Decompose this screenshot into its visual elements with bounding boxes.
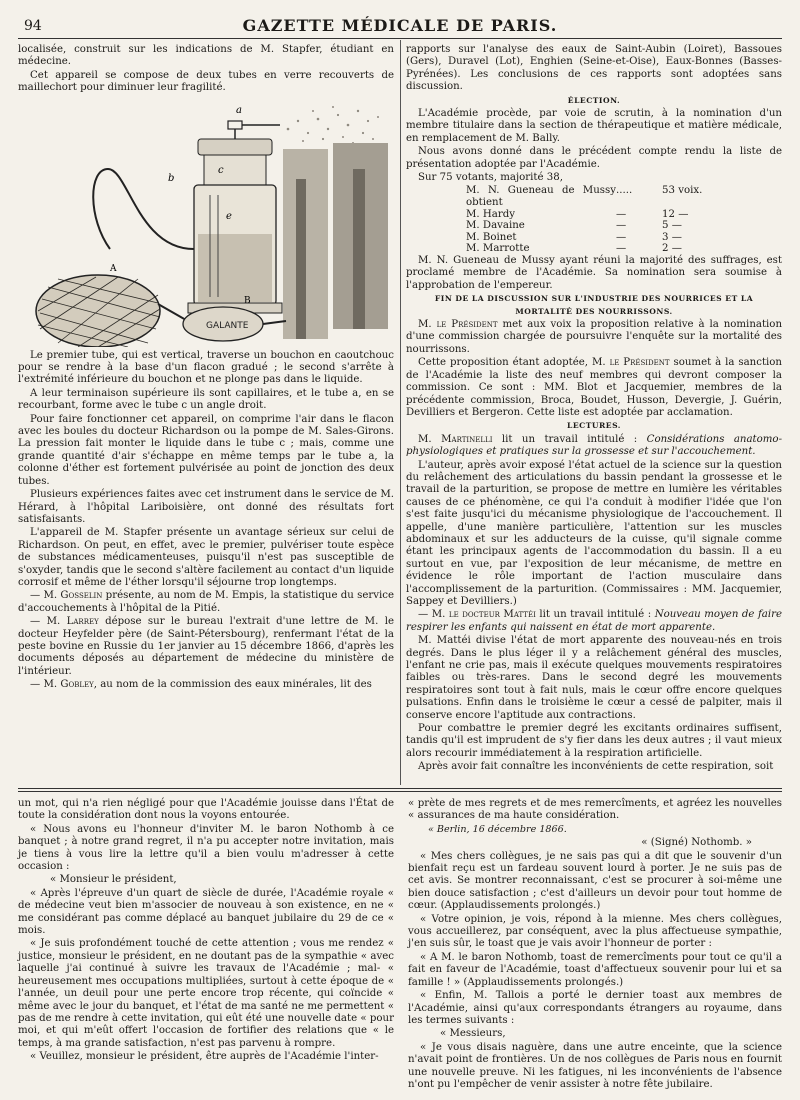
spray-apparatus-figure: [18, 99, 398, 347]
paragraph: Après avoir fait connaître les inconvénients de cette respiration, soit: [418, 761, 774, 773]
section-heading-election: ÉLECTION.: [567, 95, 621, 105]
vote-row: M. Hardy — 12 —: [466, 208, 689, 220]
paragraph: L'Académie procède, par voie de scrutin, à la nomination d'un membre titulaire dans la section de thérapeutique et matière médicale, en remplacement de M. Bally.: [406, 108, 782, 144]
paragraph: « Votre opinion, je vois, répond à la mienne. Mes chers collègues, vous accueillerez, par conséquent, avec la plus affectueuse sympathie, j'en suis sûr, le toast que je vais avoir l'honneur de porter :: [408, 913, 782, 950]
paragraph: M. le Président met aux voix la proposition relative à la nomination d'une commission chargée de poursuivre l'enquête sur la mortalité des nourrissons.: [406, 319, 783, 355]
paragraph: « Enfin, M. Tallois a porté le dernier toast aux membres de l'Académie, ainsi qu'aux correspondants étrangers au royaume, dans les termes suivants :: [408, 990, 782, 1026]
paragraph: M. Mattéi divise l'état de mort apparente des nouveau-nés en trois degrés. Dans le plus léger il y a relâchement général des muscles, l'enfant ne crie pas, mais il exécute quelques mouvements respiratoires faibles ou très-rares. Dans le second degré les mouvements respiratoires sont tout à fait nuls, mais le cœur offre encore quelques pulsations. Enfin dans le troisième le cœur a cessé de palpiter, mais il conserve encore l'aptitude aux contractions.: [406, 635, 782, 721]
paragraph: A leur terminaison supérieure ils sont capillaires, et le tube a, en se recourbant, forme avec le tube c un angle droit.: [18, 387, 394, 412]
letter-signature: « (Signé) Nothomb. »: [641, 837, 752, 849]
paragraph: « Veuillez, monsieur le président, être auprès de l'Académie l'inter-: [30, 1051, 379, 1063]
paragraph: Pour faire fonctionner cet appareil, on comprime l'air dans le flacon avec les boules du docteur Richardson ou la pompe de M. Sales-Girons. La pression fait monter le liquide dans le tube c ; mais, comme une grande quantité d'air s'échappe en même temps par le tube a, la colonne d'éther est fortement pulvérisée au point de jonction des deux tubes.: [18, 413, 394, 487]
feuilleton-left-column: [18, 798, 394, 1065]
feuilleton-rule: [18, 788, 782, 789]
paragraph: Sur 75 votants, majorité 38,: [418, 172, 563, 184]
letter-salutation: « Monsieur le président,: [50, 874, 177, 886]
column-divider: [400, 40, 401, 785]
paragraph: Plusieurs expériences faites avec cet instrument dans le service de M. Hérard, à l'hôpital Lariboisière, ont donné des résultats fort satisfaisants.: [18, 489, 394, 525]
vote-row: M. Boinet — 3 —: [466, 231, 682, 243]
paragraph: « Nous avons eu l'honneur d'inviter M. le baron Nothomb à ce banquet ; à notre grand regret, il n'a pu accepter notre invitation, mais je tiens à vous lire la lettre qu'il a bien voulu m'adresser à cette occasion :: [18, 823, 394, 873]
left-column: [18, 44, 394, 693]
paragraph: M. N. Gueneau de Mussy ayant réuni la majorité des suffrages, est proclamé membre de l'Académie. Sa nomination sera soumise à l'approbation de l'empereur.: [406, 255, 782, 291]
figure-letter-c: c: [218, 164, 224, 176]
speaker-name: M. Gobley: [43, 679, 94, 691]
speaker-name: le Président: [609, 357, 670, 369]
figure-letter-A: A: [110, 263, 117, 274]
paragraph: L'appareil de M. Stapfer présente un avantage sérieux sur celui de Richardson. On peut, en effet, avec le premier, pulvériser toute espèce de substances médicamenteuses, puisqu'il n'est pas susceptible de s'oxyder, tandis que le second s'altère facilement au contact d'un liquide corrosif et même de l'éther lorsqu'il séjourne trop longtemps.: [18, 527, 394, 588]
speaker-name: M. Gosselin: [43, 590, 103, 602]
paragraph: — M. Gobley, au nom de la commission des eaux minérales, lit des: [30, 679, 372, 691]
paragraph: un mot, qui n'a rien négligé pour que l'Académie jouisse dans l'État de toute la considération dont nous la voyons entourée.: [18, 798, 394, 822]
bottle-label-text: GALANTE: [206, 320, 249, 331]
apparatus-illustration: [18, 99, 398, 347]
figure-letter-e: e: [226, 210, 232, 222]
figure-letter-b: b: [168, 172, 175, 184]
paragraph: « A M. le baron Nothomb, toast de remercîments pour tout ce qu'il a fait en faveur de l'Académie, toast d'affectueux souvenir pour lui et sa famille ! » (Applaudissements prolongés.): [408, 951, 782, 988]
paragraph: Nous avons donné dans le précédent compte rendu la liste de présentation adoptée par l'Académie.: [406, 146, 782, 170]
paragraph: « prète de mes regrets et de mes remercîments, et agréez les nouvelles « assurances de ma haute considération.: [408, 798, 782, 822]
paragraph: « Je vous disais naguère, dans une autre enceinte, que la science n'avait point de frontières. Un de nos collègues de Paris nous en fournit une nouvelle preuve. Ni les fatigues, ni les inconvénients de l'absence n'ont pu l'empêcher de venir assister à notre fête jubilaire.: [408, 1041, 782, 1090]
paragraph: « Mes chers collègues, je ne sais pas qui a dit que le souvenir d'un bienfait reçu est un fardeau souvent lourd à porter. Je ne suis pas de cet avis. Se montrer reconnaissant, c'est se procurer à soi-même une bien douce satisfaction ; c'est d'ailleurs un devoir pour tout homme de cœur. (Applaudissements prolongés.): [408, 850, 782, 912]
paragraph: Le premier tube, qui est vertical, traverse un bouchon en caoutchouc pour se rendre à la base d'un flacon gradué ; le second s'arrête à l'extrémité inférieure du bouchon et ne plonge pas dans le liquide.: [18, 349, 394, 386]
figure-letter-B: B: [244, 295, 251, 306]
letter-date: « Berlin, 16 décembre 1866.: [428, 823, 567, 835]
paragraph: Pour combattre le premier degré les excitants ordinaires suffisent, tandis qu'il est imprudent de s'y fier dans les deux autres ; il vaut mieux alors recourir immédiatement à la respiration artificielle.: [406, 723, 782, 759]
newspaper-page: [18, 10, 782, 1090]
speaker-name: M. Larrey: [46, 616, 99, 628]
paragraph: localisée, construit sur les indications de M. Stapfer, étudiant en médecine.: [18, 44, 394, 68]
paragraph: — M. le docteur Mattéi lit un travail intitulé : Nouveau moyen de faire respirer les enfants qui naissent en état de mort apparente.: [406, 609, 782, 633]
right-column: [406, 44, 782, 775]
paragraph: — M. Gosselin présente, au nom de M. Empis, la statistique du service d'accouchements à l'hôpital de la Pitié.: [18, 590, 394, 614]
figure-letter-a: a: [236, 104, 242, 116]
vote-row: M. Marrotte — 2 —: [466, 243, 682, 255]
work-title: Nouveau moyen de faire respirer les enfants qui naissent en état de mort apparente.: [406, 609, 782, 633]
work-title: Considérations anatomo-physiologiques et pratiques sur la grossesse et sur l'accouchement.: [406, 433, 783, 458]
paragraph: M. Martinelli lit un travail intitulé : Considérations anatomo-physiologiques et pratiques sur la grossesse et sur l'accouchement.: [406, 433, 783, 458]
paragraph: L'auteur, après avoir exposé l'état actuel de la science sur la question du relâchement des articulations du bassin pendant la grossesse et le travail de la parturition, se propose de mettre en lumière les véritables causes de ce phénomène, ce qui l'a conduit à modifier l'idée que l'on s'est faite jusqu'ici du mécanisme physiologique de l'accouchement. Il appelle, d'une manière particulière, l'attention sur les muscles abdominaux et sur les adducteurs de la cuisse, qu'il signale comme étant les principaux agents de l'accommodation du bassin. Il a eu surtout en vue, par l'exposition de leur mécanisme, de mettre en évidence le rôle important de l'action musculaire dans l'accomplissement de la parturition. (Commissaires : MM. Jacquemier, Sappey et Devilliers.): [406, 459, 782, 607]
page-number: 94: [24, 18, 42, 34]
speaker-name: M. le Président: [418, 319, 498, 331]
vote-table: [406, 185, 782, 255]
feuilleton-right-column: [408, 798, 782, 1092]
letter-salutation: « Messieurs,: [440, 1028, 506, 1040]
paragraph: — M. Larrey dépose sur le bureau l'extrait d'une lettre de M. le docteur Heyfelder père (de Saint-Pétersbourg), renfermant l'état de la peste bovine en Russie du 1er janvier au 15 décembre 1866, d'après les documents déposés au département de médecine du ministère de l'intérieur.: [18, 616, 394, 677]
section-heading-nourrices: FIN DE LA DISCUSSION SUR L'INDUSTRIE DES NOURRICES ET LA MORTALITÉ DES NOURRISSONS.: [434, 294, 754, 316]
vote-row: M. Davaine — 5 —: [466, 220, 682, 232]
speaker-name: M. le docteur Mattéi: [431, 609, 536, 621]
paragraph: rapports sur l'analyse des eaux de Saint-Aubin (Loiret), Bassoues (Gers), Duravel (Lot), Enghien (Seine-et-Oise), Eaux-Bonnes (Basses-Pyrénées). Les conclusions de ces rapports sont adoptées sans discussion.: [406, 44, 782, 93]
paragraph: Cet appareil se compose de deux tubes en verre recouverts de maillechort pour diminuer leur fragilité.: [18, 69, 394, 94]
page-title: GAZETTE MÉDICALE DE PARIS.: [242, 16, 558, 35]
speaker-name: M. Martinelli: [418, 433, 493, 445]
vote-row: M. N. Gueneau de Mussy obtient ..... 53 voix.: [466, 185, 703, 209]
paragraph: « Après l'épreuve d'un quart de siècle de durée, l'Académie royale « de médecine veut bien m'associer de nouveau à son existence, en ne « me considérant pas comme déplacé au banquet jubilaire du 29 de ce « mois.: [18, 887, 394, 937]
page-header: [18, 10, 782, 39]
paragraph: « Je suis profondément touché de cette attention ; vous me rendez « justice, monsieur le président, en ne doutant pas de la sympathie « avec laquelle j'ai continué à suivre les travaux de l'Académie ; mal- « heureusement mes occupations multipliées, surtout à cette époque de « l'année, un deuil pour une perte encore trop récente, qui coïncide « même avec le jour du banquet, et l'état de ma santé ne me permettent « pas de me rendre à cette invitation, qui eût été une nouvelle date « pour moi, et qui m'eût offert l'occasion de fortifier des relations que « le temps, à ma grande satisfaction, n'est pas parvenu à rompre.: [18, 938, 394, 1049]
section-heading-lectures: LECTURES.: [567, 421, 621, 431]
feuilleton-rule: [18, 791, 782, 792]
paragraph: Cette proposition étant adoptée, M. le Président soumet à la sanction de l'Académie la liste des neuf membres qui devront composer la commission. Ce sont : MM. Blot et Jacquemier, membres de la précédente commission, Broca, Boudet, Husson, Devergie, J. Guérin, Devilliers et Bergeron. Cette liste est adoptée par acclamation.: [406, 357, 782, 418]
